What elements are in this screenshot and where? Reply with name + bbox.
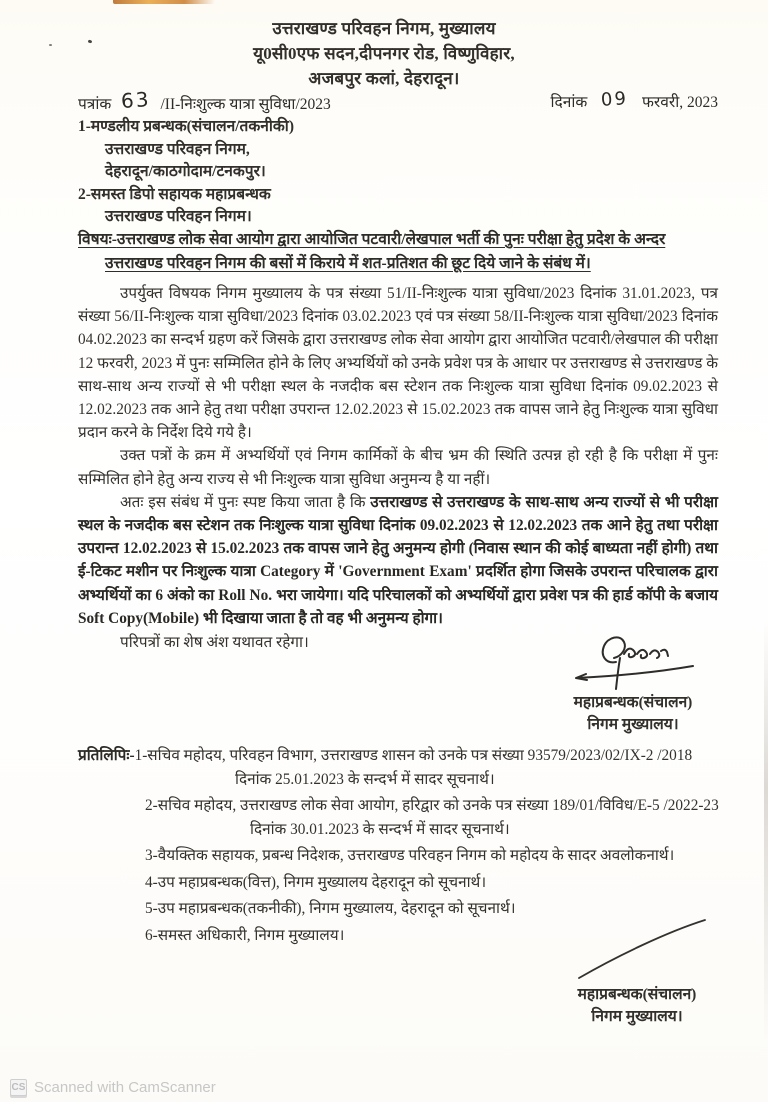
letter-date-suffix: फरवरी, 2023: [641, 94, 718, 111]
copy-item: 2-सचिव महोदय, उत्तराखण्ड लोक सेवा आयोग, हरिद्वार को उनके पत्र संख्या 189/01/विविध/E-5 /2022-23 दिनांक 30.01.2023 के सन्दर्भ में सादर सूचनार्थ।: [145, 797, 719, 838]
subject-label: विषयः-: [78, 231, 117, 248]
letter-number-suffix: /II-निःशुल्क यात्रा सुविधा/2023: [160, 96, 331, 113]
addressee-line: 2-समस्त डिपो सहायक महाप्रबन्धक: [78, 185, 271, 203]
copy-item: 4-उप महाप्रबन्धक(वित्त), निगम मुख्यालय देहरादून को सूचनार्थ।: [145, 873, 487, 891]
closing-line: परिपत्रों का शेष अंश यथावत रहेगा।: [120, 634, 309, 652]
camscanner-watermark: [10, 1079, 216, 1096]
addressee-list: [78, 116, 638, 229]
signature-block-top: [528, 632, 738, 736]
paragraph-3-intro: अतः इस संबंध में पुनः स्पष्ट किया जाता है कि: [120, 493, 371, 511]
signatory-org: निगम मुख्यालय।: [587, 716, 679, 733]
addressee-line: 1-मण्डलीय प्रबन्धक(संचालन/तकनीकी): [78, 118, 294, 135]
copies-label: प्रतिलिपिः-: [78, 747, 135, 764]
signatory-title: महाप्रबन्धक(संचालन): [577, 986, 697, 1003]
letter-number: [78, 87, 331, 114]
camscanner-icon: CS: [10, 1079, 27, 1096]
subject-text: उत्तराखण्ड लोक सेवा आयोग द्वारा आयोजित पटवारी/लेखपाल भर्ती की पुनः परीक्षा हेतु प्रदेश के अन्दर उत्तराखण्ड परिवहन निगम की बसों में किराये में शत-प्रतिशत की छूट दिये जाने के संबंध में।: [105, 231, 666, 272]
letterhead-address-2: अजबपुर कलां, देहरादून।: [308, 69, 460, 88]
paragraph-3-emphasis: उत्तराखण्ड से उत्तराखण्ड के साथ-साथ अन्य राज्यों से भी परीक्षा स्थल के नजदीक बस स्टेशन तक निःशुल्क यात्रा सुविधा दिनांक 09.02.2023 से 12.02.2023 तक आने हेतु तथा परीक्षा उपरान्त 12.02.2023 से 15.02.2023 तक वापस जाने हेतु अनुमन्य होगी (निवास स्थान की कोई बाध्यता नहीं होगी) तथा ई-टिकट मशीन पर निःशुल्क यात्रा Category में 'Government Exam' प्रदर्शित होगा जिसके उपरान्त परिचालक द्वारा अभ्यर्थियों का 6 अंको का Roll No. भरा जायेगा। यदि परिचालकों को अभ्यर्थियों द्वारा प्रवेश पत्र की हार्ड कॉपी के बजाय Soft Copy(Mobile) भी दिखाया जाता है तो वह भी अनुमन्य होगा।: [78, 493, 718, 627]
addressee-line: उत्तराखण्ड परिवहन निगम।: [105, 208, 252, 225]
signature-block-bottom: [532, 918, 742, 1028]
paragraph-1: उपर्युक्त विषयक निगम मुख्यालय के पत्र संख्या 51/II-निःशुल्क यात्रा सुविधा/2023 दिनांक 31.01.2023, पत्र संख्या 56/II-निःशुल्क यात्रा सुविधा/2023 दिनांक 03.02.2023 एवं पत्र संख्या 58/II-निःशुल्क यात्रा सुविधा/2023 दिनांक 04.02.2023 का सन्दर्भ ग्रहण करें जिसके द्वारा उत्तराखण्ड लोक सेवा आयोग द्वारा आयोजित पटवारी/लेखपाल की परीक्षा 12 फरवरी, 2023 में पुनः सम्मिलित होने के लिए अभ्यर्थियों को उनके प्रवेश पत्र के आधार पर उत्तराखण्ड से उत्तराखण्ड के साथ-साथ अन्य राज्यों से भी परीक्षा स्थल के नजदीक बस स्टेशन तक निःशुल्क यात्रा सुविधा दिनांक 09.02.2023 से 12.02.2023 तक आने हेतु तथा परीक्षा उपरान्त 12.02.2023 से 15.02.2023 तक वापस जाने हेतु निःशुल्क यात्रा सुविधा प्रदान करने के निर्देश दिये गये है।: [78, 285, 718, 442]
handwritten-signature: [558, 632, 708, 690]
page-edge-shadow: [764, 620, 768, 1040]
handwritten-signature-stroke: [557, 918, 717, 982]
paragraph-3: [78, 491, 718, 630]
copy-item: 6-समस्त अधिकारी, निगम मुख्यालय।: [145, 926, 345, 944]
letter-number-label: पत्रांक: [78, 96, 112, 113]
copy-item: 5-उप महाप्रबन्धक(तकनीकी), निगम मुख्यालय, देहरादून को सूचनार्थ।: [145, 900, 516, 917]
addressee-line: उत्तराखण्ड परिवहन निगम,: [105, 140, 250, 158]
letterhead-address-1: यू0सी0एफ सदन,दीपनगर रोड, विष्णुविहार,: [253, 44, 515, 63]
letter-number-handwritten: 63: [120, 87, 152, 113]
addressee-line: देहरादून/काठगोदाम/टनकपुर।: [105, 163, 266, 180]
letter-date-label: दिनांक: [550, 94, 588, 111]
signatory-org: निगम मुख्यालय।: [591, 1008, 683, 1025]
copy-item: प्रतिलिपिः-1-सचिव महोदय, परिवहन विभाग, उत्तराखण्ड शासन को उनके पत्र संख्या 93579/2023/02/IX-2 /2018 दिनांक 25.01.2023 के सन्दर्भ में सादर सूचनार्थ।: [78, 747, 693, 788]
copy-item: 3-वैयक्तिक सहायक, प्रबन्ध निदेशक, उत्तराखण्ड परिवहन निगम को महोदय के सादर अवलोकनार्थ।: [145, 847, 675, 864]
letterhead: [0, 16, 768, 91]
reference-row: [78, 87, 718, 114]
signatory-title: महाप्रबन्धक(संचालन): [573, 694, 693, 711]
letter-date-handwritten: 09: [600, 88, 629, 111]
watermark-text: Scanned with CamScanner: [34, 1079, 216, 1096]
paragraph-2: उक्त पत्रों के क्रम में अभ्यर्थियों एवं निगम कार्मिकों के बीच भ्रम की स्थिति उत्पन्न हो रही है कि परीक्षा में पुनः सम्मिलित होने हेतु अन्य राज्य से भी निःशुल्क यात्रा सुविधा अनुमन्य है या नहीं।: [78, 447, 718, 488]
subject-line: [78, 228, 720, 276]
scan-artifact-strip: [113, 0, 215, 4]
letter-body: [78, 282, 718, 654]
letterhead-org: उत्तराखण्ड परिवहन निगम, मुख्यालय: [272, 19, 496, 38]
letter-date: [551, 90, 718, 112]
